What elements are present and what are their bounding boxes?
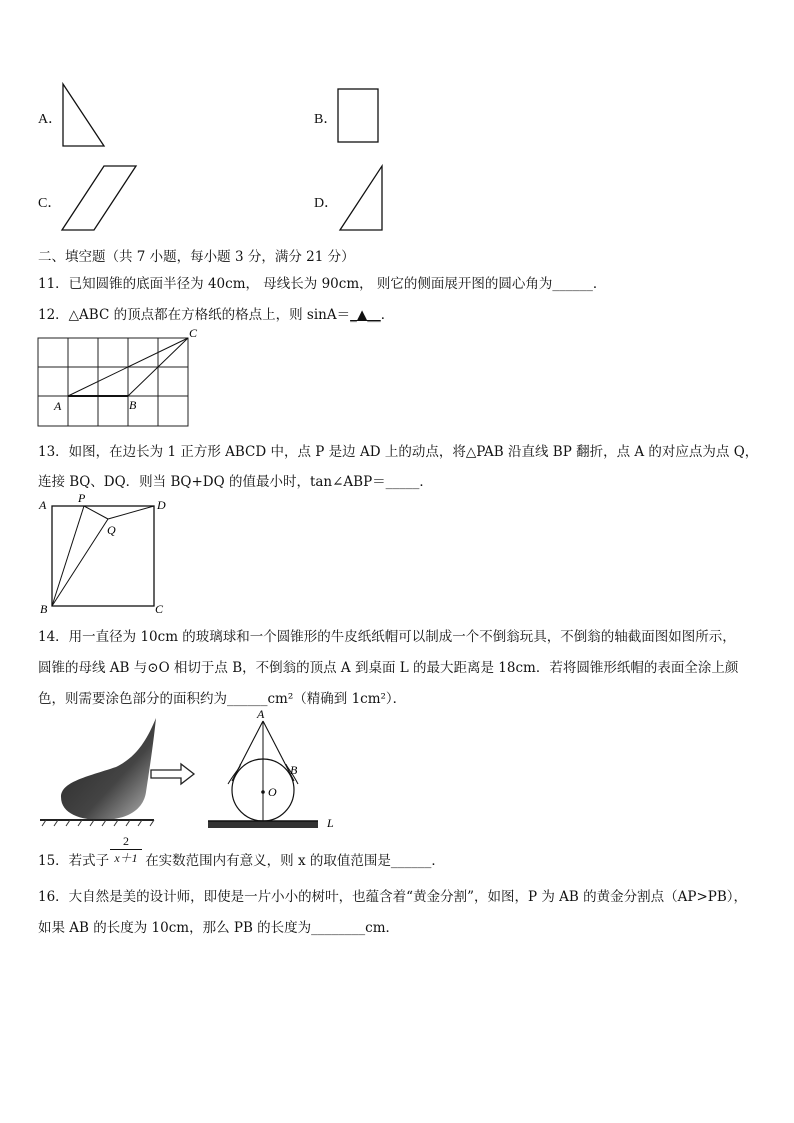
arrow-icon	[151, 764, 194, 784]
question-16-line2: 如果 AB 的长度为 10cm，那么 PB 的长度为________cm．	[38, 920, 400, 936]
q13-square-figure	[36, 491, 176, 615]
center-point	[261, 790, 265, 794]
question-13-line1: 13．如图，在边长为 1 正方形 ABCD 中，点 P 是边 AD 上的动点，将△PAB 沿直线 BP 翻折，点 A 的对应点为点 Q，	[38, 444, 759, 460]
segment-qd	[108, 506, 154, 519]
label-b: B	[290, 763, 298, 777]
label-a: A	[39, 498, 47, 512]
segment-bq	[52, 519, 108, 606]
triangle-shape	[340, 166, 382, 230]
answer-blank: _▲__	[350, 307, 381, 323]
option-d-label: D．	[314, 196, 339, 211]
q12-grid-figure	[34, 326, 204, 430]
option-b-figure	[334, 86, 382, 146]
option-a-figure	[58, 82, 110, 150]
label-b: B	[40, 602, 48, 615]
fraction-denominator: x＋1	[114, 851, 138, 865]
cone-rim	[228, 764, 240, 784]
option-b-label: B．	[314, 112, 338, 127]
option-c-label: C．	[38, 196, 62, 211]
label-o: O	[268, 785, 277, 799]
parallelogram-shape	[62, 166, 136, 230]
label-c: C	[189, 326, 198, 340]
fraction	[108, 834, 144, 865]
right-triangle-shape	[63, 84, 104, 146]
option-d-figure	[336, 163, 388, 233]
label-d: D	[157, 498, 166, 512]
option-c-figure	[58, 163, 140, 233]
question-14-line3: 色，则需要涂色部分的面积约为______cm²（精确到 1cm²）．	[38, 691, 407, 707]
label-q: Q	[107, 523, 116, 537]
segment-bp	[52, 506, 84, 606]
option-a-label: A．	[38, 112, 63, 127]
label-b: B	[129, 398, 137, 412]
question-15-end: 在实数范围内有意义，则 x 的取值范围是______．	[145, 853, 445, 869]
label-p: P	[78, 491, 86, 505]
fraction-numerator: 2	[123, 834, 129, 848]
question-15-text: 15．若式子	[38, 853, 110, 869]
question-12-text: 12．△ABC 的顶点都在方格纸的格点上，则 sinA＝	[38, 307, 351, 323]
square-abcd	[52, 506, 154, 606]
section-header: 二、填空题（共 7 小题，每小题 3 分，满分 21 分）	[38, 249, 355, 265]
label-a: A	[54, 399, 62, 413]
question-16-line1: 16．大自然是美的设计师，即使是一片小小的树叶，也蕴含着“黄金分割”，如图，P 为 AB 的黄金分割点（AP>PB），	[38, 889, 748, 905]
tumbler-shape	[61, 718, 156, 820]
table-base	[208, 821, 318, 828]
question-12-end: ．	[380, 307, 395, 323]
rectangle-shape	[338, 89, 378, 142]
label-l: L	[327, 816, 334, 830]
label-c: C	[155, 602, 164, 615]
segment-pq	[84, 506, 108, 519]
question-14-line1: 14．用一直径为 10cm 的玻璃球和一个圆锥形的牛皮纸纸帽可以制成一个不倒翁玩具，不倒翁的轴截面图如图所示，	[38, 629, 736, 645]
question-13-line2: 连接 BQ、DQ．则当 BQ+DQ 的值最小时，tan∠ABP＝_____．	[38, 474, 433, 490]
label-a: A	[257, 707, 265, 721]
question-11: 11．已知圆锥的底面半径为 40cm， 母线长为 90cm， 则它的侧面展开图的圆心角为______．	[38, 276, 607, 292]
question-15	[38, 849, 445, 869]
tumbler-diagram-figure	[200, 706, 350, 834]
tumbler-photo-figure	[36, 712, 226, 832]
question-14-line2: 圆锥的母线 AB 与⊙O 相切于点 B，不倒翁的顶点 A 到桌面 L 的最大距离是 18cm．若将圆锥形纸帽的表面全涂上颜	[38, 660, 739, 676]
question-12	[38, 303, 394, 323]
